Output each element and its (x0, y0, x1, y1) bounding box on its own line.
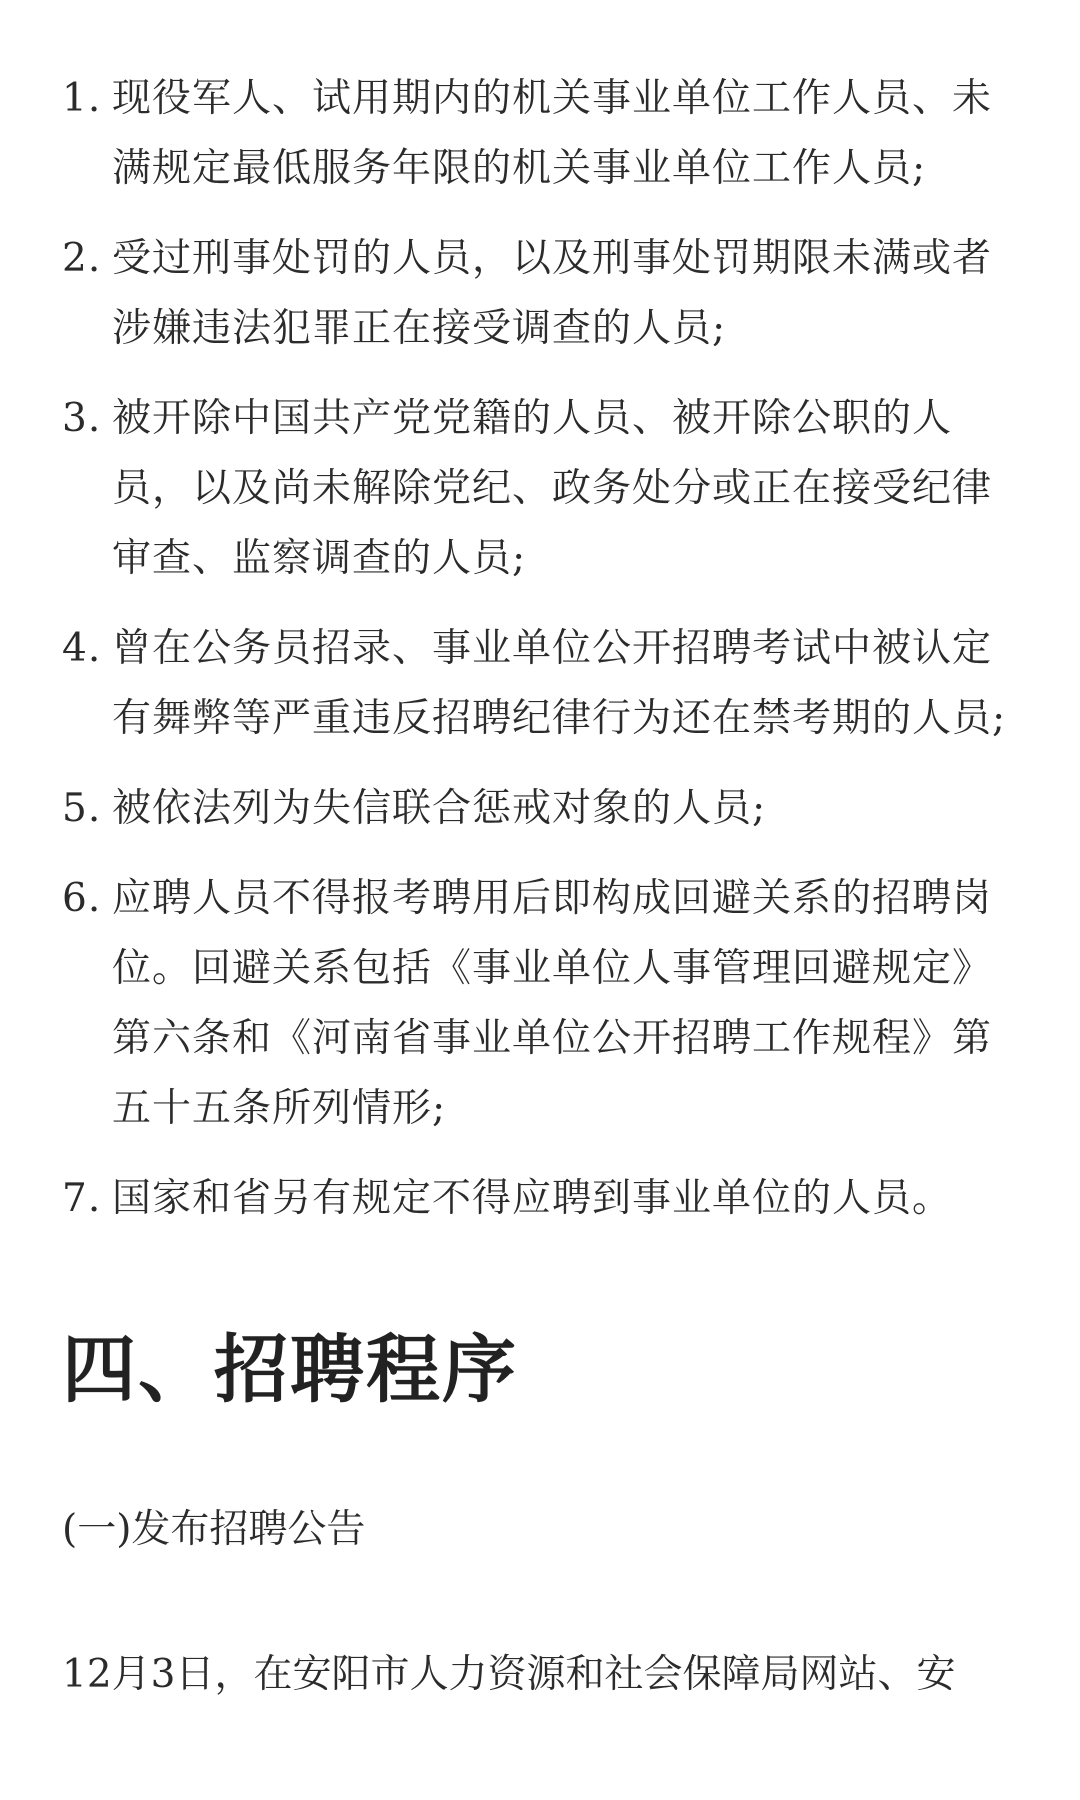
list-item-number: 6. (62, 876, 102, 921)
list-item-number: 1. (62, 76, 102, 121)
list-item-number: 5. (62, 786, 102, 831)
list-item-text: 应聘人员不得报考聘用后即构成回避关系的招聘岗位。回避关系包括《事业单位人事管理回避规定》第六条和《河南省事业单位公开招聘工作规程》第五十五条所列情形; (112, 876, 993, 1131)
list-item-number: 7. (62, 1176, 102, 1221)
sub-heading: (一)发布招聘公告 (62, 1507, 366, 1552)
list-item (62, 64, 1022, 204)
list-item (62, 384, 1022, 594)
list-item-text: 受过刑事处罚的人员，以及刑事处罚期限未满或者涉嫌违法犯罪正在接受调查的人员; (112, 236, 993, 351)
list-item-text: 曾在公务员招录、事业单位公开招聘考试中被认定有舞弊等严重违反招聘纪律行为还在禁考期的人员; (112, 626, 1007, 741)
list-item-number: 3. (62, 396, 102, 441)
list-item-number: 4. (62, 626, 102, 671)
list-item-text: 现役军人、试用期内的机关事业单位工作人员、未满规定最低服务年限的机关事业单位工作人员; (112, 76, 993, 191)
section-heading: 四、招聘程序 (62, 1327, 518, 1413)
list-item-number: 2. (62, 236, 102, 281)
list-item-text: 国家和省另有规定不得应聘到事业单位的人员。 (112, 1176, 953, 1221)
list-item (62, 774, 1022, 844)
list-item (62, 614, 1022, 754)
list-item-text: 被依法列为失信联合惩戒对象的人员; (112, 786, 767, 831)
list-item (62, 1164, 1022, 1234)
list-item (62, 224, 1022, 364)
body-paragraph: 12月3日，在安阳市人力资源和社会保障局网站、安 (62, 1652, 956, 1697)
ineligible-list (62, 64, 1022, 1254)
list-item-text: 被开除中国共产党党籍的人员、被开除公职的人员，以及尚未解除党纪、政务处分或正在接受纪律审查、监察调查的人员; (112, 396, 993, 581)
list-item (62, 864, 1022, 1144)
